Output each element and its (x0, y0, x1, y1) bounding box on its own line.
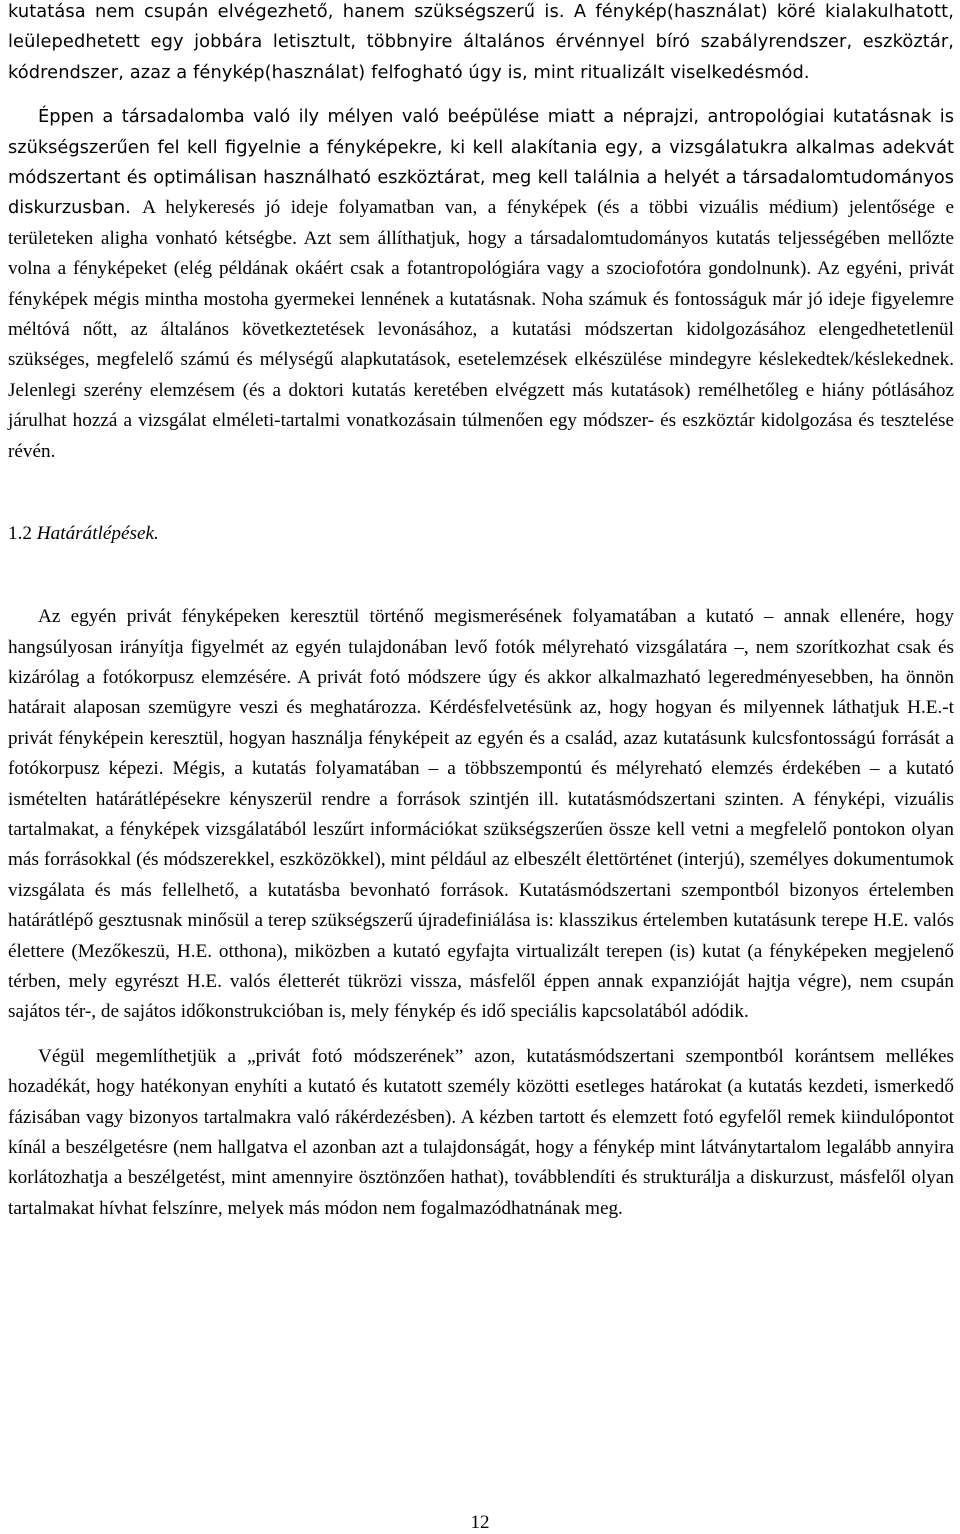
paragraph-intro: kutatása nem csupán elvégezhető, hanem szükségszerű is. A fénykép(használat) köré kialakulhatott, leülepedhetett egy jobbára letisztult, többnyire általános érvénnyel bíró szabályrendszer, eszköztár, kódrendszer, azaz a fénykép(használat) felfogható úgy is, mint ritualizált viselkedésmód. (8, 1, 954, 83)
paragraph-private-photo-method: Végül megemlíthetjük a „privát fotó módszerének” azon, kutatásmódszertani szempontból korántsem mellékes hozadékát, hogy hatékonyan enyhíti a kutató és kutatott személy közötti esetleges határokat (a kutatás kezdeti, ismerkedő fázisában vagy bizonyos tartalmakra való rákérdezésben). A kézben tartott és elemzett fotó egyfelől remek kiindulópontot kínál a beszélgetésre (nem hallgatva el azonban azt a tulajdonságát, hogy a fénykép mint látványtartalom legalább annyira korlátozhatja a beszélgetést, mint amennyire ösztönzően hathat), továbblendíti és strukturálja a diskurzust, másfelől olyan tartalmakat hívhat felszínre, melyek más módon nem fogalmazódhatnának meg. (8, 1045, 954, 1219)
document-page (8, 0, 954, 1224)
paragraph-ethnography (8, 102, 954, 467)
paragraph-ethnography-part-1: Éppen a társadalomba való ily mélyen való beépülése miatt a néprajzi, antropológiai kutatásnak is szükségszerűen fel kell figyelnie a fényképekre, ki kell alakítania egy, a vizsgálatukra alkalmas adekvát módszertant és optimálisan használható eszköztárat, meg kell találnia a helyét a társadalomtudományos diskurzusban. (8, 106, 954, 219)
section-title: Határátlépések. (36, 523, 159, 545)
paragraph-ethnography-part-2: A helykeresés jó ideje folyamatban van, a fényképek (és a többi vizuális médium) jelentősége e területeken aligha vonható kétségbe. Azt sem állíthatjuk, hogy a társadalomtudományos kutatás teljességében mellőzte volna a fényképeket (elég példának okáért csak a fotantropológiára vagy a szociofotóra gondolnunk). Az egyéni, privát fényképek mégis mintha mostoha gyermekei lennének a kutatásnak. Noha számuk és fontosságuk már jó ideje figyelemre méltóvá nőtt, az általános következtetések levonásához, a kutatási módszertan kidolgozásához elengedhetetlenül szükséges, megfelelő számú és mélységű alapkutatások, esetelemzések elkészülése mindegyre késlekedtek/késlekednek. Jelenlegi szerény elemzésem (és a doktori kutatás keretében elvégzett más kutatások) remélhetőleg e hiány pótlásához járulhat hozzá a vizsgálat elméleti-tartalmi vonatkozásain túlmenően egy módszer- és eszköztár kidolgozása és tesztelése révén. (8, 197, 954, 462)
paragraph-boundary-crossings: Az egyén privát fényképeken keresztül történő megismerésének folyamatában a kutató – annak ellenére, hogy hangsúlyosan irányítja figyelmét az egyén tulajdonában levő fotók mélyreható vizsgálatára –, nem szorítkozhat csak és kizárólag a fotókorpusz elemzésére. A privát fotó módszere úgy és akkor alkalmazható legeredményesebben, ha önnön határait alaposan szemügyre veszi és meghatározza. Kérdésfelvetésünk az, hogy hogyan és milyennek láthatjuk H.E.-t privát fényképein keresztül, hogyan használja fényképeit az egyén és a család, azaz kutatásunk kulcsfontosságú forrását a fotókorpusz képezi. Mégis, a kutatás folyamatában – a többszempontú és mélyreható elemzés érdekében – a kutató ismételten határátlépésekre kényszerül rendre a források szintjén ill. kutatásmódszertani szinten. A fényképi, vizuális tartalmakat, a fényképek vizsgálatából leszűrt információkat szükségszerűen össze kell vetni a megfelelő pontokon olyan más forrásokkal (és módszerekkel, eszközökkel), mint például az elbeszélt élettörténet (interjú), személyes dokumentumok vizsgálata és más fellelhető, a kutatásba bevonható források. Kutatásmódszertani szempontból bizonyos értelemben határátlépő gesztusnak minősül a terep szükségszerű újradefiniálása is: klasszikus értelemben kutatásunk terepe H.E. valós élettere (Mezőkeszü, H.E. otthona), miközben a kutató egyfajta virtualizált terepen (is) kutat (a fényképeken megjelenő térben, mely egyrészt H.E. valós életterét tükrözi vissza, másfelől éppen annak expanzióját hajtja végre), nem csupán sajátos tér-, de sajátos időkonstrukcióban is, mely fénykép és idő speciális kapcsolatából adódik. (8, 606, 954, 1023)
section-number: 1.2 (8, 523, 32, 545)
page-number: 12 (470, 1512, 490, 1533)
section-heading (8, 523, 954, 545)
